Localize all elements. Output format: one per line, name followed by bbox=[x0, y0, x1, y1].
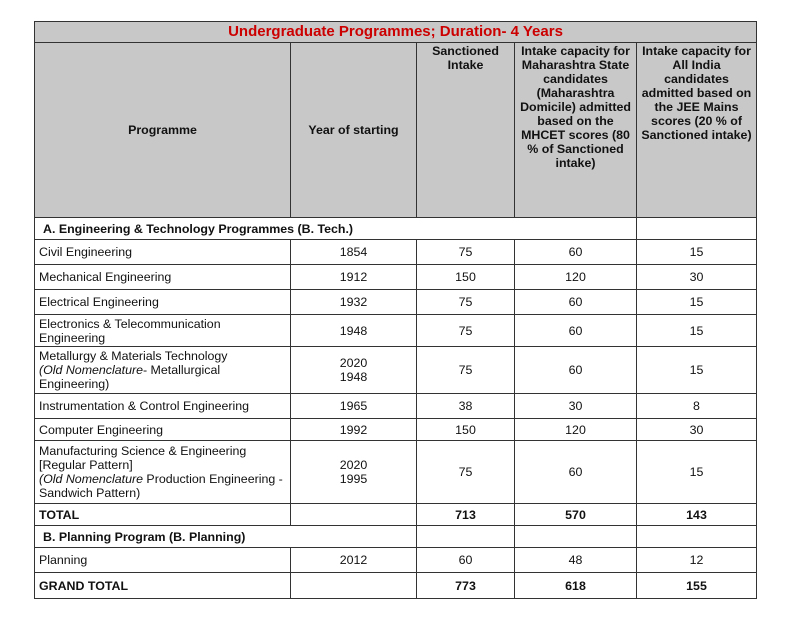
allindia-cell: 12 bbox=[637, 548, 757, 573]
grand-total-year-empty bbox=[291, 573, 417, 599]
allindia-cell: 15 bbox=[637, 240, 757, 265]
maharashtra-cell: 60 bbox=[515, 441, 637, 504]
programme-name: Planning bbox=[35, 548, 291, 573]
total-maharashtra: 570 bbox=[515, 504, 637, 526]
allindia-cell: 15 bbox=[637, 290, 757, 315]
sanctioned-cell: 38 bbox=[417, 394, 515, 419]
sanctioned-cell: 60 bbox=[417, 548, 515, 573]
old-nomenclature-text: Production Engineering -Sandwich Pattern) bbox=[39, 472, 283, 500]
maharashtra-cell: 120 bbox=[515, 265, 637, 290]
table-row bbox=[35, 441, 757, 504]
sanctioned-cell: 75 bbox=[417, 290, 515, 315]
section-b-empty bbox=[515, 526, 637, 548]
total-year-empty bbox=[291, 504, 417, 526]
table-title-row bbox=[35, 22, 757, 43]
grand-total-sanctioned: 773 bbox=[417, 573, 515, 599]
old-nomenclature-label: (Old Nomenclature bbox=[39, 472, 143, 486]
programme-name: Metallurgy & Materials Technology bbox=[39, 349, 228, 363]
table-row bbox=[35, 265, 757, 290]
maharashtra-cell: 60 bbox=[515, 290, 637, 315]
maharashtra-cell: 120 bbox=[515, 419, 637, 441]
table-row bbox=[35, 347, 757, 394]
programme-name: Civil Engineering bbox=[35, 240, 291, 265]
table-row bbox=[35, 548, 757, 573]
year-cell: 1912 bbox=[291, 265, 417, 290]
allindia-cell: 15 bbox=[637, 441, 757, 504]
allindia-cell: 30 bbox=[637, 419, 757, 441]
header-sanctioned: Sanctioned Intake bbox=[417, 43, 515, 218]
year-cell bbox=[291, 347, 417, 394]
maharashtra-cell: 30 bbox=[515, 394, 637, 419]
programme-name: Instrumentation & Control Engineering bbox=[35, 394, 291, 419]
header-maharashtra: Intake capacity for Maharashtra State candidates (Maharashtra Domicile) admitted based on the MHCET scores (80 % of Sanctioned intake) bbox=[515, 43, 637, 218]
sanctioned-cell: 75 bbox=[417, 315, 515, 347]
year-cell: 2012 bbox=[291, 548, 417, 573]
year-cell: 1948 bbox=[291, 315, 417, 347]
table-row bbox=[35, 394, 757, 419]
maharashtra-cell: 60 bbox=[515, 240, 637, 265]
header-year: Year of starting bbox=[291, 43, 417, 218]
maharashtra-cell: 60 bbox=[515, 347, 637, 394]
section-a-row bbox=[35, 218, 757, 240]
table-title: Undergraduate Programmes; Duration- 4 Years bbox=[35, 22, 757, 43]
header-allindia: Intake capacity for All India candidates admitted based on the JEE Mains scores (20 % of Sanctioned intake) bbox=[637, 43, 757, 218]
old-nomenclature-label: (Old Nomenclature bbox=[39, 363, 143, 377]
total-allindia: 143 bbox=[637, 504, 757, 526]
table-row bbox=[35, 315, 757, 347]
section-b-empty bbox=[417, 526, 515, 548]
header-programme: Programme bbox=[35, 43, 291, 218]
sanctioned-cell: 75 bbox=[417, 240, 515, 265]
table-row bbox=[35, 419, 757, 441]
total-label: TOTAL bbox=[35, 504, 291, 526]
grand-total-label: GRAND TOTAL bbox=[35, 573, 291, 599]
sanctioned-cell: 150 bbox=[417, 265, 515, 290]
programme-name: Computer Engineering bbox=[35, 419, 291, 441]
year-cell: 1965 bbox=[291, 394, 417, 419]
allindia-cell: 15 bbox=[637, 315, 757, 347]
programme-name-cell bbox=[35, 441, 291, 504]
year-new: 2020 bbox=[339, 356, 368, 370]
section-a-empty bbox=[637, 218, 757, 240]
maharashtra-cell: 48 bbox=[515, 548, 637, 573]
programme-name: Electrical Engineering bbox=[35, 290, 291, 315]
sanctioned-cell: 150 bbox=[417, 419, 515, 441]
programme-name: Electronics & Telecommunication Engineering bbox=[35, 315, 291, 347]
programme-name-cell bbox=[35, 347, 291, 394]
table-row bbox=[35, 290, 757, 315]
old-nomenclature-text: - Metallurgical Engineering) bbox=[39, 363, 221, 391]
sanctioned-cell: 75 bbox=[417, 347, 515, 394]
maharashtra-cell: 60 bbox=[515, 315, 637, 347]
year-old: 1995 bbox=[339, 472, 368, 486]
total-sanctioned: 713 bbox=[417, 504, 515, 526]
section-b-label: B. Planning Program (B. Planning) bbox=[35, 526, 417, 548]
year-new: 2020 bbox=[339, 458, 368, 472]
year-old: 1948 bbox=[339, 370, 368, 384]
programme-name: Mechanical Engineering bbox=[35, 265, 291, 290]
section-a-label: A. Engineering & Technology Programmes (B. Tech.) bbox=[35, 218, 637, 240]
year-cell: 1932 bbox=[291, 290, 417, 315]
allindia-cell: 15 bbox=[637, 347, 757, 394]
header-row bbox=[35, 43, 757, 218]
programme-name: Manufacturing Science & Engineering [Regular Pattern] bbox=[39, 444, 247, 472]
allindia-cell: 8 bbox=[637, 394, 757, 419]
grand-total-maharashtra: 618 bbox=[515, 573, 637, 599]
allindia-cell: 30 bbox=[637, 265, 757, 290]
grand-total-row bbox=[35, 573, 757, 599]
programmes-table bbox=[34, 21, 757, 599]
grand-total-allindia: 155 bbox=[637, 573, 757, 599]
section-b-row bbox=[35, 526, 757, 548]
year-cell bbox=[291, 441, 417, 504]
section-b-empty bbox=[637, 526, 757, 548]
sanctioned-cell: 75 bbox=[417, 441, 515, 504]
total-row bbox=[35, 504, 757, 526]
year-cell: 1992 bbox=[291, 419, 417, 441]
year-cell: 1854 bbox=[291, 240, 417, 265]
table-row bbox=[35, 240, 757, 265]
